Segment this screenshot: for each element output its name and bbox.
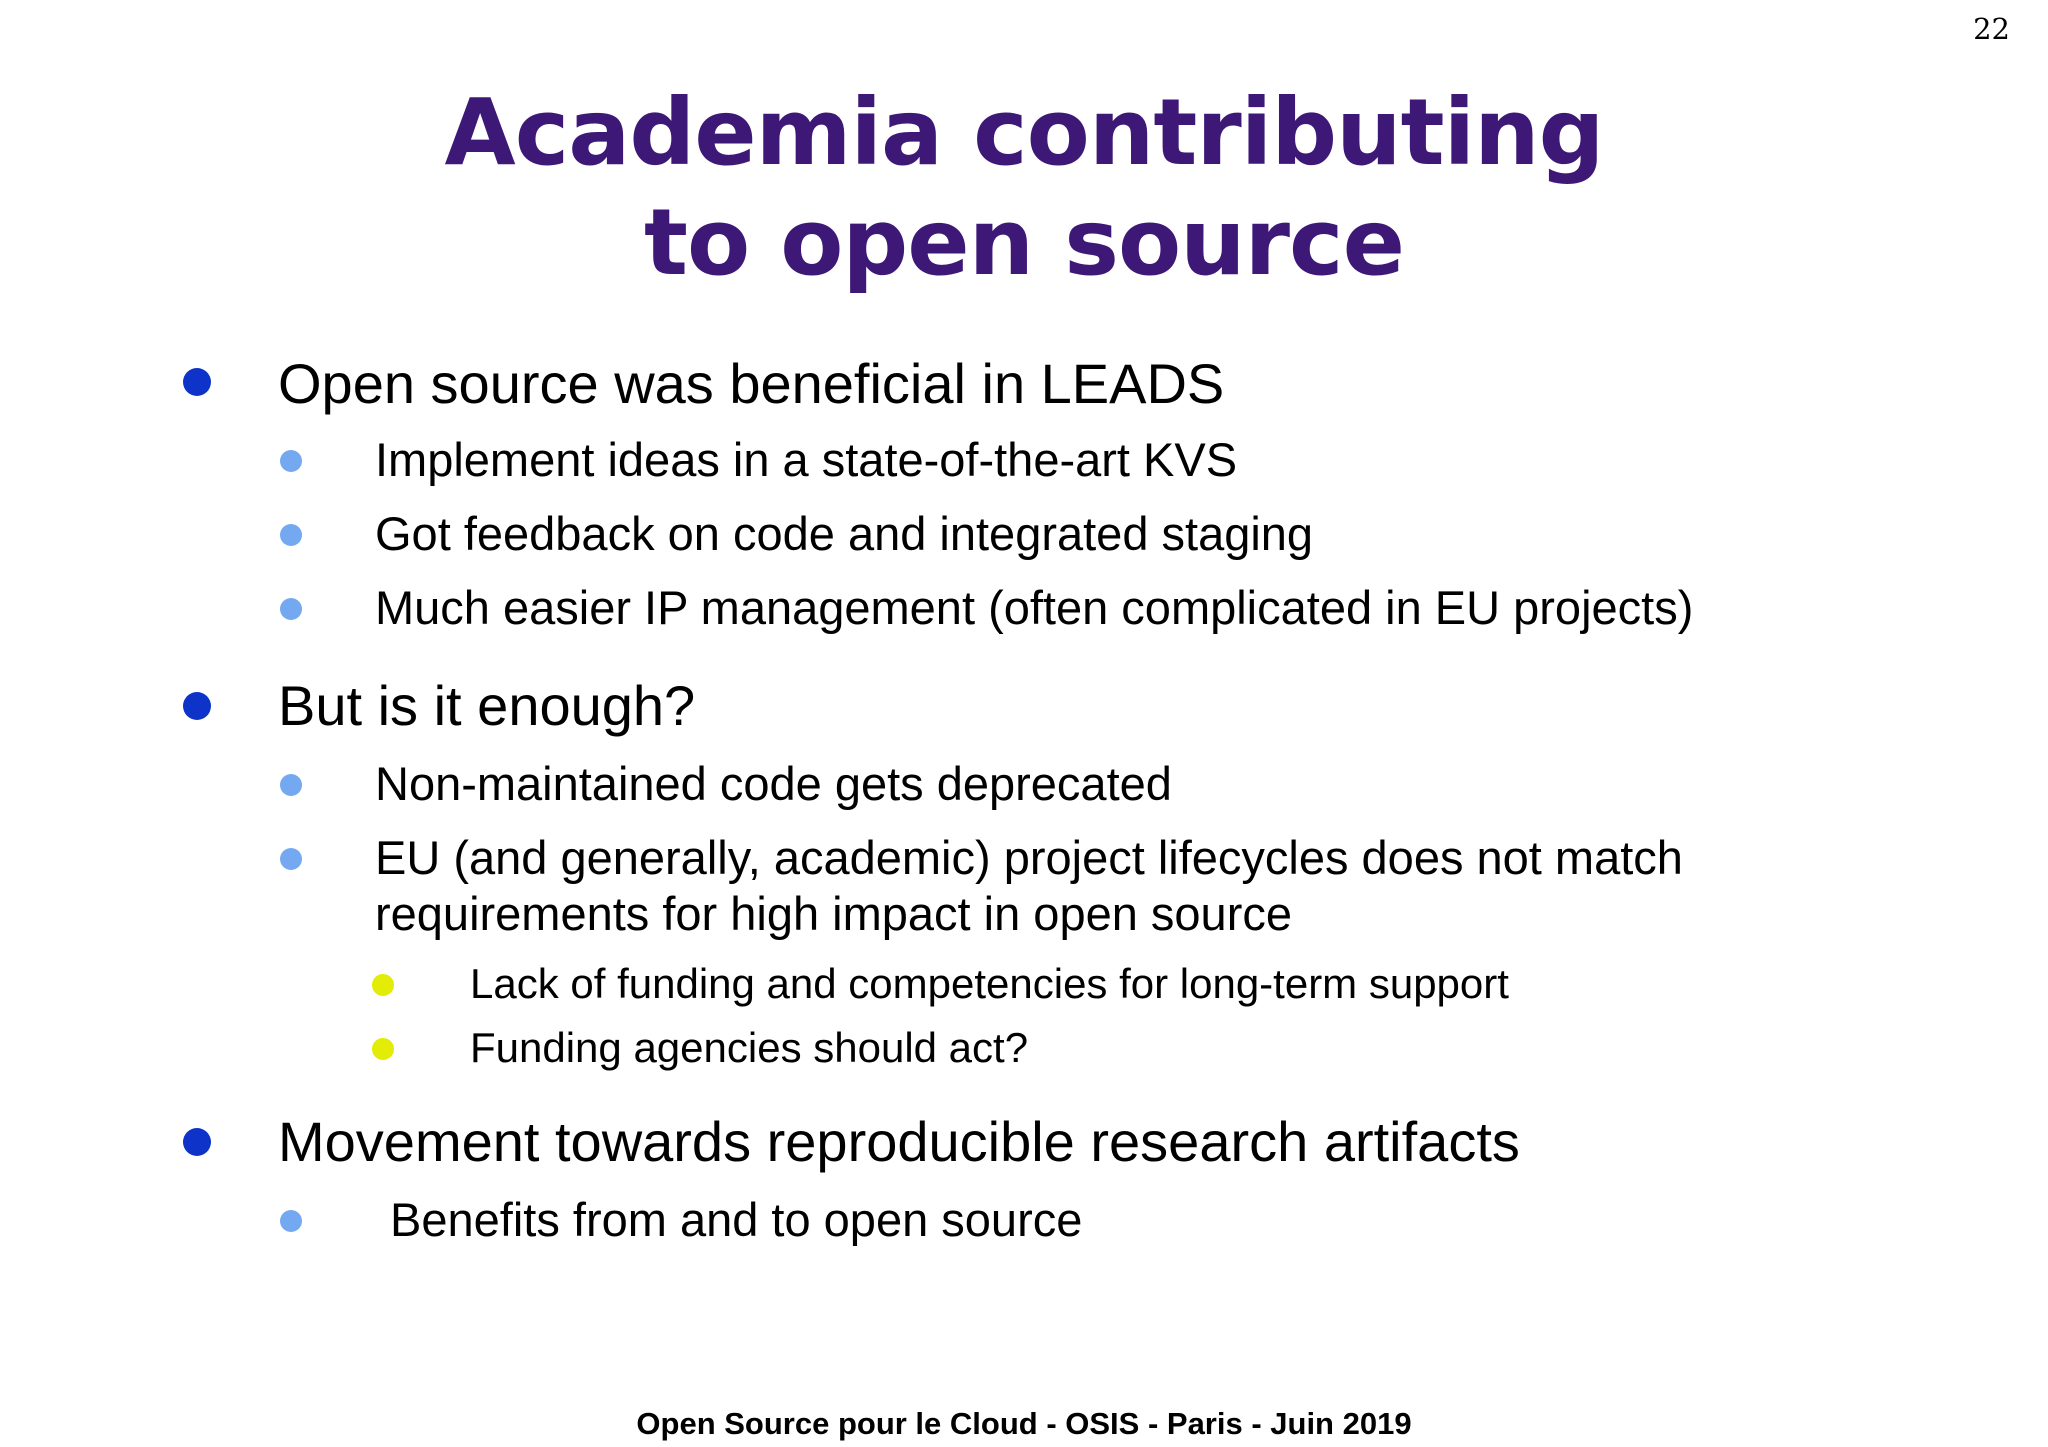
bullet-dot bbox=[183, 368, 211, 396]
slide-number: 22 bbox=[1973, 12, 2010, 46]
bullet-text: Funding agencies should act? bbox=[470, 1024, 1029, 1071]
bullet-text: Non-maintained code gets deprecated bbox=[375, 757, 1172, 810]
slide-title-line-1: Academia contributing bbox=[444, 79, 1604, 186]
bullet-dot bbox=[280, 848, 302, 870]
bullet-text: Lack of funding and competencies for long-term support bbox=[470, 960, 1509, 1007]
bullet-dot bbox=[280, 598, 302, 620]
bullet-dot bbox=[280, 450, 302, 472]
bullet-dot bbox=[183, 1128, 211, 1156]
bullet-text: Open source was beneficial in LEADS bbox=[278, 352, 1225, 415]
bullet-text: Much easier IP management (often complicated in EU projects) bbox=[375, 581, 1694, 634]
bullet-text: Got feedback on code and integrated staging bbox=[375, 507, 1314, 560]
bullet-text: But is it enough? bbox=[278, 674, 696, 737]
bullet-text: Movement towards reproducible research artifacts bbox=[278, 1110, 1520, 1173]
bullet-dot bbox=[183, 692, 211, 720]
bullet-dot bbox=[280, 524, 302, 546]
bullet-text: Benefits from and to open source bbox=[390, 1193, 1083, 1246]
slide-footer: Open Source pour le Cloud - OSIS - Paris - Juin 2019 bbox=[636, 1406, 1412, 1441]
bullet-dot bbox=[372, 1038, 394, 1060]
bullet-dot bbox=[280, 1210, 302, 1232]
bullet-text-continuation: requirements for high impact in open source bbox=[375, 887, 1292, 940]
bullet-dot bbox=[372, 974, 394, 996]
bullet-text: Implement ideas in a state-of-the-art KVS bbox=[375, 433, 1238, 486]
bullet-text: EU (and generally, academic) project lifecycles does not match bbox=[375, 831, 1683, 884]
slide-title-line-2: to open source bbox=[644, 189, 1404, 296]
bullet-dot bbox=[280, 774, 302, 796]
